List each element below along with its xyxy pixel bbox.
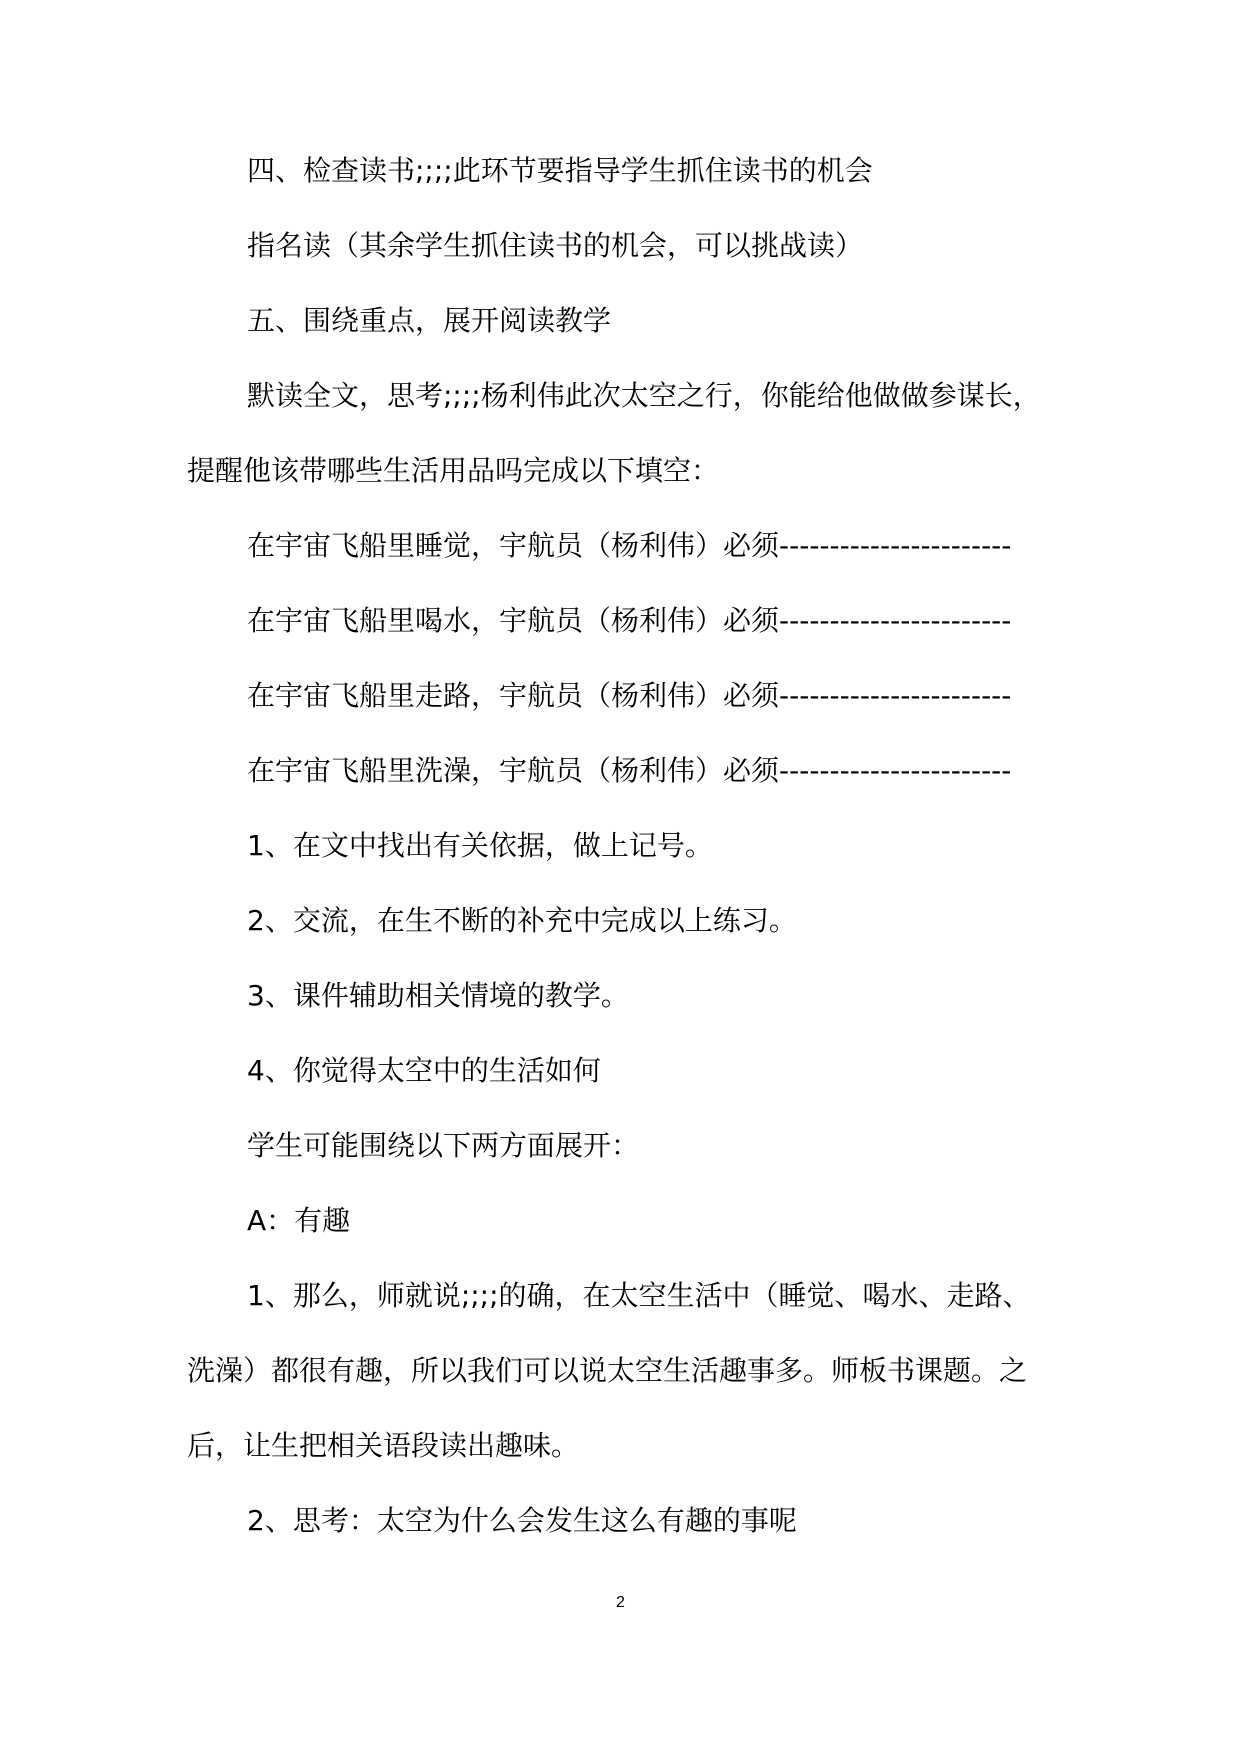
text-line-3: 五、围绕重点，展开阅读教学 — [247, 304, 612, 337]
text-line-14: 学生可能围绕以下两方面展开： — [247, 1129, 640, 1162]
text-line-5: 提醒他该带哪些生活用品吗完成以下填空： — [187, 454, 720, 487]
text-line-11: 2、交流，在生不断的补充中完成以上练习。 — [247, 904, 797, 937]
text-line-19: 2、思考：太空为什么会发生这么有趣的事呢 — [247, 1504, 797, 1537]
page-number: 2 — [616, 1594, 625, 1611]
text-line-12: 3、课件辅助相关情境的教学。 — [247, 979, 629, 1012]
text-line-10: 1、在文中找出有关依据，做上记号。 — [247, 829, 713, 862]
text-line-1: 四、检查读书;;;;此环节要指导学生抓住读书的机会 — [247, 154, 873, 187]
text-line-4: 默读全文，思考;;;;杨利伟此次太空之行，你能给他做做参谋长， — [247, 379, 1041, 412]
text-line-6: 在宇宙飞船里睡觉，宇航员（杨利伟）必须----------------------- — [247, 529, 1012, 562]
text-line-16: 1、那么，师就说;;;;的确，在太空生活中（睡觉、喝水、走路、 — [247, 1279, 1031, 1312]
text-line-8: 在宇宙飞船里走路，宇航员（杨利伟）必须----------------------- — [247, 679, 1012, 712]
text-line-9: 在宇宙飞船里洗澡，宇航员（杨利伟）必须----------------------- — [247, 754, 1012, 787]
text-line-7: 在宇宙飞船里喝水，宇航员（杨利伟）必须----------------------- — [247, 604, 1012, 637]
text-line-15: A：有趣 — [247, 1204, 351, 1237]
text-line-17: 洗澡）都很有趣，所以我们可以说太空生活趣事多。师板书课题。之 — [187, 1354, 1028, 1387]
text-line-13: 4、你觉得太空中的生活如何 — [247, 1054, 601, 1087]
text-line-2: 指名读（其余学生抓住读书的机会，可以挑战读） — [247, 229, 864, 262]
text-line-18: 后，让生把相关语段读出趣味。 — [187, 1429, 580, 1462]
